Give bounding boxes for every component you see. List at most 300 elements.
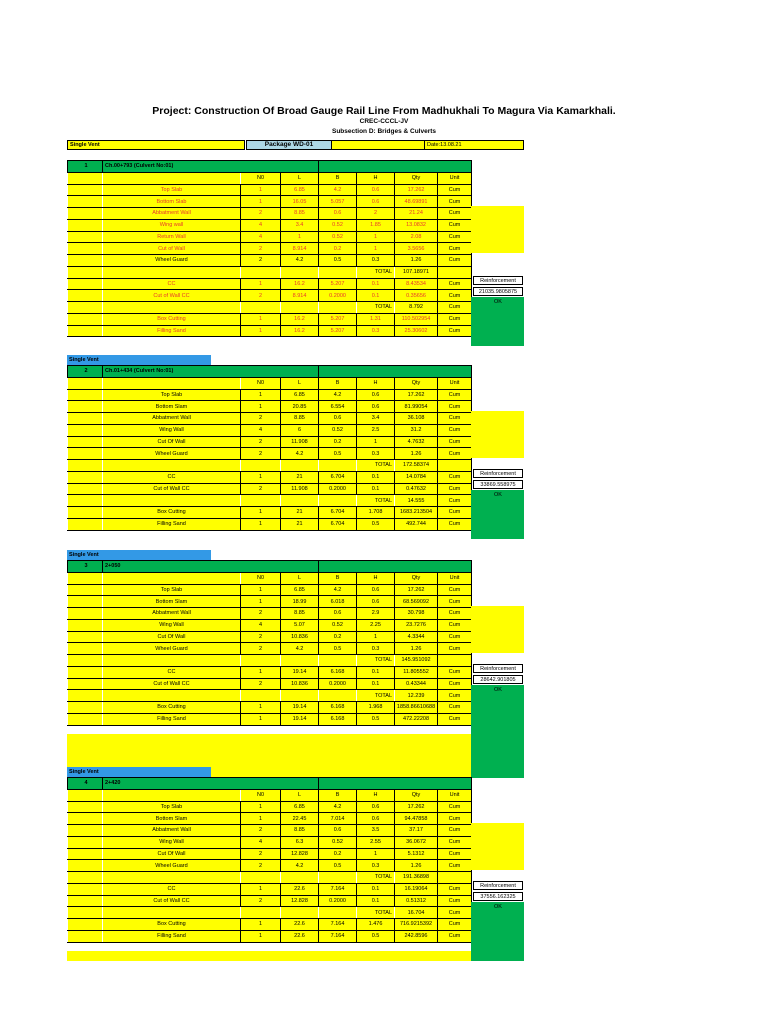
cell-no: 2 — [241, 208, 281, 220]
cell-qty: 31.2 — [395, 424, 438, 436]
blank-cell — [438, 460, 472, 472]
cell-l: 16.2 — [281, 278, 319, 290]
item-name: Wheel Guard — [103, 255, 241, 267]
cell-unit: Cum — [438, 836, 472, 848]
item-name: CC — [103, 883, 241, 895]
cell-no: 2 — [241, 860, 281, 872]
blank-cell — [68, 608, 103, 620]
cell-unit: Cum — [438, 608, 472, 620]
cell-h: 0.5 — [357, 518, 395, 530]
cell-unit: Cum — [438, 883, 472, 895]
cell-no: 1 — [241, 184, 281, 196]
cell-l: 16.2 — [281, 325, 319, 337]
blank-cell — [281, 302, 319, 314]
date-label: Date:13.08.21 — [424, 140, 524, 150]
table-row — [68, 278, 472, 290]
item-name: Bottom Slam — [103, 596, 241, 608]
cell-l: 18.99 — [281, 596, 319, 608]
chainage-label: 2+050 — [103, 561, 319, 573]
item-name: Wing Wall — [103, 619, 241, 631]
cell-qty: 0.47632 — [395, 483, 438, 495]
vent-label: Single Vent — [67, 355, 211, 365]
cell-qty: 48.69891 — [395, 196, 438, 208]
blank-cell — [281, 690, 319, 702]
cell-qty: 17.262 — [395, 389, 438, 401]
cell-h: 0.6 — [357, 401, 395, 413]
side-highlight — [471, 206, 524, 252]
blank-cell — [68, 436, 103, 448]
item-name: Top Slab — [103, 184, 241, 196]
cell-no: 1 — [241, 313, 281, 325]
cell-b: 6.704 — [319, 507, 357, 519]
table-row — [68, 483, 472, 495]
total-label: TOTAL — [357, 655, 395, 667]
cell-h: 0.5 — [357, 713, 395, 725]
cell-h: 0.6 — [357, 813, 395, 825]
cell-b: 0.2 — [319, 436, 357, 448]
cell-b: 5.207 — [319, 325, 357, 337]
col-h: H — [357, 377, 395, 389]
cell-unit: Cum — [438, 631, 472, 643]
cell-unit: Cum — [438, 848, 472, 860]
blank-cell — [68, 290, 103, 302]
header-fill — [332, 140, 424, 150]
cell-l: 21 — [281, 471, 319, 483]
cell-no: 2 — [241, 290, 281, 302]
blank-cell — [103, 377, 241, 389]
blank-cell — [103, 655, 241, 667]
cell-b: 6.018 — [319, 596, 357, 608]
table-row — [68, 895, 472, 907]
blank-cell — [68, 448, 103, 460]
cell-no: 1 — [241, 518, 281, 530]
table-row — [68, 596, 472, 608]
cell-b: 0.2 — [319, 631, 357, 643]
table-row — [68, 883, 472, 895]
cell-no: 1 — [241, 196, 281, 208]
cell-qty: 68.569092 — [395, 596, 438, 608]
cell-l: 10.836 — [281, 631, 319, 643]
cell-qty: 242.8596 — [395, 930, 438, 942]
cell-h: 0.3 — [357, 325, 395, 337]
cell-b: 0.2000 — [319, 290, 357, 302]
chainage-label: 2+420 — [103, 778, 319, 790]
table-row — [68, 231, 472, 243]
blank-cell — [241, 495, 281, 507]
table-row — [68, 666, 472, 678]
total-qty: 16.704 — [395, 907, 438, 919]
cell-unit: Cum — [438, 619, 472, 631]
cell-b: 5.207 — [319, 313, 357, 325]
cell-l: 22.6 — [281, 919, 319, 931]
cell-b: 0.2000 — [319, 895, 357, 907]
cell-unit: Cum — [438, 930, 472, 942]
blank-cell — [68, 666, 103, 678]
blank-cell — [68, 266, 103, 278]
chainage-label: Ch.01+434 (Culvert No:01) — [103, 366, 319, 378]
ok-status: OK — [494, 492, 502, 499]
table-row — [68, 702, 472, 714]
blank-cell — [281, 907, 319, 919]
cell-h: 3.5 — [357, 825, 395, 837]
cell-b: 5.057 — [319, 196, 357, 208]
item-name: Top Slab — [103, 389, 241, 401]
table-row — [68, 813, 472, 825]
blank-cell — [68, 930, 103, 942]
ok-status: OK — [494, 299, 502, 305]
cell-no: 1 — [241, 713, 281, 725]
blank-cell — [68, 302, 103, 314]
cell-qty: 25.30602 — [395, 325, 438, 337]
side-highlight — [471, 411, 524, 457]
item-name: Return Wall — [103, 231, 241, 243]
blank-cell — [68, 377, 103, 389]
cell-no: 2 — [241, 483, 281, 495]
reinforcement-label: Reinforcement — [473, 664, 523, 673]
blank-cell — [68, 208, 103, 220]
header-fill — [319, 161, 472, 173]
blank-cell — [68, 848, 103, 860]
cell-qty: 17.262 — [395, 801, 438, 813]
cell-h: 0.1 — [357, 483, 395, 495]
cell-l: 3.4 — [281, 219, 319, 231]
section-fill-green — [471, 951, 524, 961]
item-name: Abbatment Wall — [103, 413, 241, 425]
blank-cell — [68, 713, 103, 725]
cell-h: 0.3 — [357, 860, 395, 872]
section-fill — [67, 951, 471, 961]
reinforcement-value: 33869.558975 — [473, 480, 523, 489]
cell-unit: Cum — [438, 278, 472, 290]
cell-unit: Cum — [438, 413, 472, 425]
total-label: TOTAL — [357, 302, 395, 314]
cell-qty: 1858.86610688 — [395, 702, 438, 714]
item-name: Abbatment Wall — [103, 208, 241, 220]
cell-unit: Cum — [438, 184, 472, 196]
blank-cell — [68, 836, 103, 848]
cell-h: 0.1 — [357, 895, 395, 907]
blank-cell — [68, 507, 103, 519]
blank-cell — [319, 690, 357, 702]
cell-qty: 13.0832 — [395, 219, 438, 231]
cell-h: 1 — [357, 631, 395, 643]
cell-no: 4 — [241, 619, 281, 631]
cell-no: 2 — [241, 678, 281, 690]
total-label: TOTAL — [357, 907, 395, 919]
item-name: Cut Of Wall — [103, 631, 241, 643]
cell-unit: Cum — [438, 290, 472, 302]
blank-cell — [68, 389, 103, 401]
item-name: Wing Wall — [103, 836, 241, 848]
cell-no: 2 — [241, 413, 281, 425]
table-row — [68, 678, 472, 690]
cell-unit: Cum — [438, 702, 472, 714]
col-h: H — [357, 572, 395, 584]
item-name: Wheel Guard — [103, 860, 241, 872]
cell-l: 11.908 — [281, 483, 319, 495]
blank-cell — [68, 919, 103, 931]
cell-h: 0.6 — [357, 389, 395, 401]
cell-no: 1 — [241, 801, 281, 813]
cell-unit: Cum — [438, 860, 472, 872]
cell-unit: Cum — [438, 325, 472, 337]
cell-h: 0.3 — [357, 255, 395, 267]
cell-l: 8.85 — [281, 208, 319, 220]
blank-cell — [68, 813, 103, 825]
blank-cell — [68, 895, 103, 907]
blank-cell — [68, 219, 103, 231]
cell-l: 21 — [281, 518, 319, 530]
cell-h: 1 — [357, 231, 395, 243]
table-row — [68, 507, 472, 519]
cell-no: 1 — [241, 389, 281, 401]
culvert-number: 3 — [68, 561, 103, 573]
col-l: L — [281, 172, 319, 184]
blank-cell — [281, 266, 319, 278]
cell-unit: Cum — [438, 518, 472, 530]
blank-cell — [103, 172, 241, 184]
cell-h: 0.1 — [357, 883, 395, 895]
blank-cell — [241, 907, 281, 919]
cell-h: 2.5 — [357, 424, 395, 436]
cell-no: 2 — [241, 643, 281, 655]
col-b: B — [319, 789, 357, 801]
cell-no: 1 — [241, 278, 281, 290]
cell-qty: 14.0784 — [395, 471, 438, 483]
vent-label: Single Vent — [67, 767, 211, 777]
col-h: H — [357, 789, 395, 801]
cell-b: 7.164 — [319, 930, 357, 942]
blank-cell — [68, 460, 103, 472]
table-row — [68, 290, 472, 302]
cell-l: 8.914 — [281, 243, 319, 255]
document-title: Project: Construction Of Broad Gauge Rail Line From Madhukhali To Magura Via Kamarkhali. — [152, 105, 616, 117]
total-label: TOTAL — [357, 872, 395, 884]
item-name: Filling Sand — [103, 518, 241, 530]
cell-unit: Cum — [438, 231, 472, 243]
table-row — [68, 471, 472, 483]
blank-cell — [68, 789, 103, 801]
cell-qty: 4.3344 — [395, 631, 438, 643]
cell-unit: Cum — [438, 208, 472, 220]
cell-qty: 4.7632 — [395, 436, 438, 448]
cell-qty: 0.35656 — [395, 290, 438, 302]
blank-cell — [68, 184, 103, 196]
col-l: L — [281, 789, 319, 801]
blank-cell — [68, 471, 103, 483]
table-row — [68, 219, 472, 231]
col-l: L — [281, 572, 319, 584]
blank-cell — [68, 690, 103, 702]
table-row — [68, 313, 472, 325]
header-fill — [319, 778, 472, 790]
cell-l: 6.85 — [281, 184, 319, 196]
culvert-table — [67, 560, 472, 726]
cell-b: 0.5 — [319, 860, 357, 872]
item-name: Abbatment Wall — [103, 608, 241, 620]
cell-h: 1 — [357, 243, 395, 255]
blank-cell — [68, 883, 103, 895]
total-label: TOTAL — [357, 690, 395, 702]
blank-cell — [68, 619, 103, 631]
cell-l: 19.14 — [281, 666, 319, 678]
cell-no: 1 — [241, 596, 281, 608]
cell-b: 6.704 — [319, 471, 357, 483]
cell-b: 0.52 — [319, 424, 357, 436]
cell-unit: Cum — [438, 255, 472, 267]
col-unit: Unit — [438, 789, 472, 801]
cell-b: 0.6 — [319, 825, 357, 837]
item-name: Box Cutting — [103, 313, 241, 325]
total-unit: Cum — [438, 907, 472, 919]
cell-b: 0.2000 — [319, 483, 357, 495]
cell-unit: Cum — [438, 401, 472, 413]
culvert-number: 1 — [68, 161, 103, 173]
cell-l: 16.05 — [281, 196, 319, 208]
table-row — [68, 713, 472, 725]
cell-b: 7.164 — [319, 883, 357, 895]
ok-status: OK — [494, 687, 502, 694]
blank-cell — [319, 460, 357, 472]
col-qty: Qty — [395, 172, 438, 184]
cell-no: 1 — [241, 666, 281, 678]
blank-cell — [438, 655, 472, 667]
blank-cell — [438, 872, 472, 884]
total-qty: 14.555 — [395, 495, 438, 507]
cell-b: 4.2 — [319, 584, 357, 596]
item-name: Filling Sand — [103, 930, 241, 942]
col-unit: Unit — [438, 377, 472, 389]
blank-cell — [103, 690, 241, 702]
table-row — [68, 518, 472, 530]
table-row — [68, 930, 472, 942]
cell-h: 0.1 — [357, 290, 395, 302]
cell-b: 0.5 — [319, 643, 357, 655]
cell-l: 4.2 — [281, 448, 319, 460]
blank-cell — [68, 401, 103, 413]
item-name: Filling Sand — [103, 325, 241, 337]
cell-no: 1 — [241, 471, 281, 483]
cell-l: 6 — [281, 424, 319, 436]
reinforcement-value: 28642.901805 — [473, 675, 523, 684]
table-row — [68, 643, 472, 655]
item-name: Abbatment Wall — [103, 825, 241, 837]
cell-h: 1.476 — [357, 919, 395, 931]
blank-cell — [68, 495, 103, 507]
blank-cell — [68, 584, 103, 596]
cell-l: 6.85 — [281, 389, 319, 401]
table-row — [68, 825, 472, 837]
package-label: Package WD-01 — [246, 140, 332, 150]
col-no: N0 — [241, 172, 281, 184]
blank-cell — [319, 872, 357, 884]
item-name: Cut Of Wall — [103, 848, 241, 860]
table-row — [68, 619, 472, 631]
table-row — [68, 184, 472, 196]
blank-cell — [319, 655, 357, 667]
cell-b: 6.168 — [319, 666, 357, 678]
cell-unit: Cum — [438, 448, 472, 460]
cell-h: 0.6 — [357, 184, 395, 196]
cell-no: 1 — [241, 325, 281, 337]
cell-h: 2 — [357, 208, 395, 220]
cell-l: 21 — [281, 507, 319, 519]
cell-no: 4 — [241, 231, 281, 243]
cell-h: 0.5 — [357, 930, 395, 942]
cell-h: 0.3 — [357, 643, 395, 655]
cell-qty: 11.805552 — [395, 666, 438, 678]
blank-cell — [68, 483, 103, 495]
cell-l: 16.2 — [281, 313, 319, 325]
culvert-number: 2 — [68, 366, 103, 378]
cell-no: 2 — [241, 448, 281, 460]
cell-qty: 16.19064 — [395, 883, 438, 895]
cell-unit: Cum — [438, 643, 472, 655]
item-name: Box Cutting — [103, 507, 241, 519]
cell-h: 1.968 — [357, 702, 395, 714]
blank-cell — [319, 266, 357, 278]
table-row — [68, 801, 472, 813]
cell-h: 2.25 — [357, 619, 395, 631]
blank-cell — [68, 313, 103, 325]
cell-l: 8.85 — [281, 825, 319, 837]
cell-qty: 0.51312 — [395, 895, 438, 907]
item-name: CC — [103, 471, 241, 483]
item-name: Box Cutting — [103, 919, 241, 931]
cell-l: 11.908 — [281, 436, 319, 448]
blank-cell — [68, 325, 103, 337]
cell-l: 8.85 — [281, 413, 319, 425]
cell-h: 1.708 — [357, 507, 395, 519]
blank-cell — [68, 631, 103, 643]
cell-l: 12.828 — [281, 848, 319, 860]
blank-cell — [241, 460, 281, 472]
cell-qty: 1683.213504 — [395, 507, 438, 519]
cell-b: 0.52 — [319, 836, 357, 848]
blank-cell — [68, 872, 103, 884]
cell-b: 0.6 — [319, 608, 357, 620]
item-name: Wing Wall — [103, 424, 241, 436]
cell-l: 22.45 — [281, 813, 319, 825]
blank-cell — [103, 266, 241, 278]
culvert-number: 4 — [68, 778, 103, 790]
cell-unit: Cum — [438, 713, 472, 725]
total-qty: 8.792 — [395, 302, 438, 314]
item-name: Bottom Slam — [103, 401, 241, 413]
table-row — [68, 325, 472, 337]
cell-h: 2.9 — [357, 608, 395, 620]
col-b: B — [319, 377, 357, 389]
blank-cell — [68, 278, 103, 290]
cell-qty: 81.99054 — [395, 401, 438, 413]
col-b: B — [319, 172, 357, 184]
table-row — [68, 389, 472, 401]
blank-cell — [68, 518, 103, 530]
item-name: Wheel Guard — [103, 448, 241, 460]
total-qty: 172.58374 — [395, 460, 438, 472]
cell-l: 22.6 — [281, 930, 319, 942]
cell-qty: 110.502954 — [395, 313, 438, 325]
cell-l: 10.836 — [281, 678, 319, 690]
subsection-title: Subsection D: Bridges & Culverts — [331, 128, 437, 135]
cell-l: 8.914 — [281, 290, 319, 302]
cell-no: 4 — [241, 219, 281, 231]
cell-no: 4 — [241, 424, 281, 436]
cell-qty: 1.26 — [395, 643, 438, 655]
table-row — [68, 243, 472, 255]
col-qty: Qty — [395, 789, 438, 801]
cell-no: 1 — [241, 702, 281, 714]
